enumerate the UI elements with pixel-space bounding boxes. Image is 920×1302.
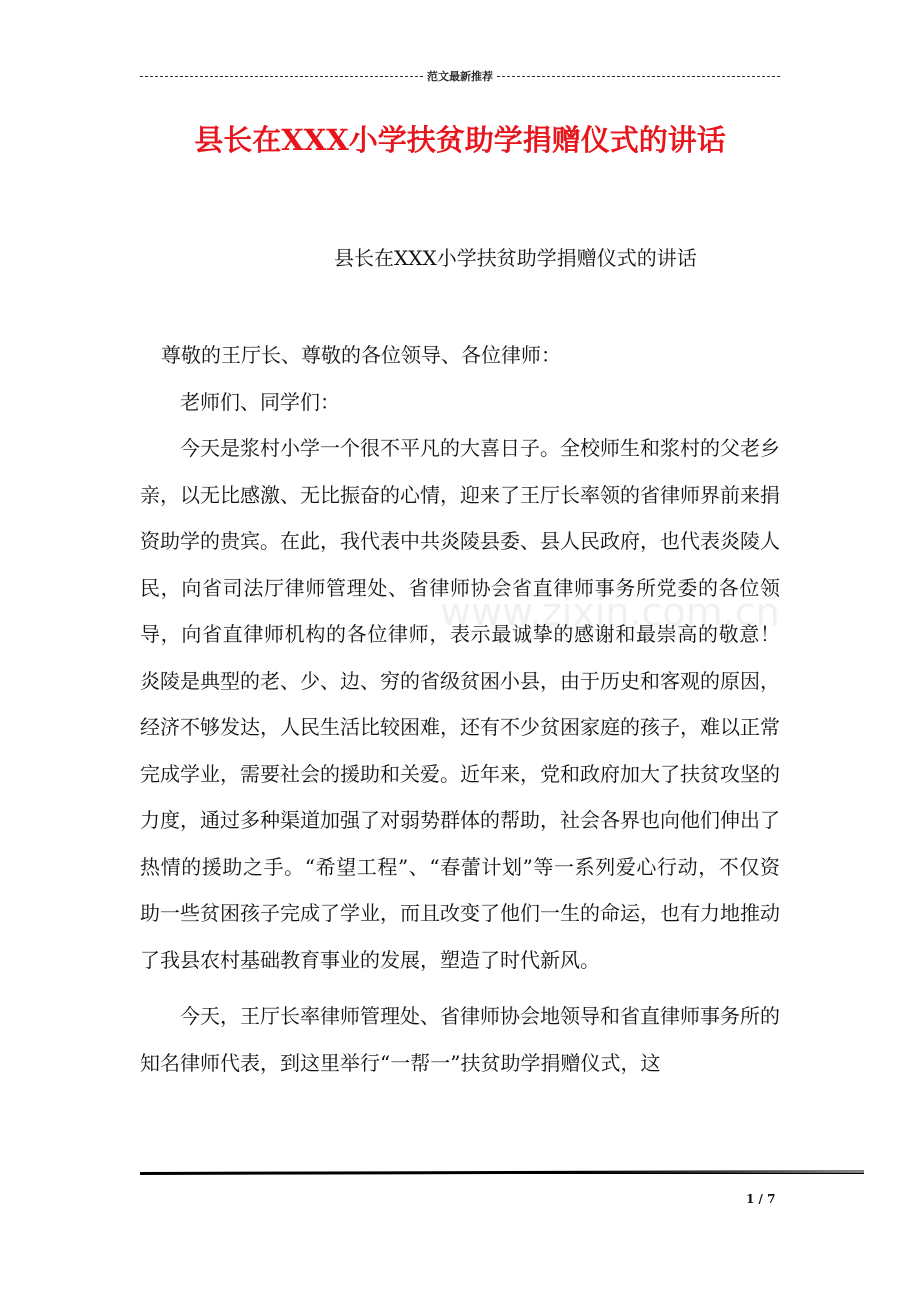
document-title: 县长在XXX小学扶贫助学捐赠仪式的讲话 (194, 123, 726, 157)
header-dash-left (140, 76, 423, 77)
header-dash-right (497, 76, 780, 77)
watermark: www.zixin.com.cn (440, 590, 780, 634)
paragraph-main: 今天是浆村小学一个很不平凡的大喜日子。全校师生和浆村的父老乡亲，以无比感激、无比振奋的心情，迎来了王厅长率领的省律师界前来捐资助学的贵宾。在此，我代表中共炎陵县委、县人民政府，也代表炎陵人民，向省司法厅律师管理处、省律师协会省直律师事务所党委的各位领导，向省直律师机构的各位律师，表示最诚挚的感谢和最崇高的敬意！ 炎陵是典型的老、少、边、穷的省级贫困小县，由于历史和客观的原因，经济不够发达，人民生活比较困难，还有不少贫困家庭的孩子，难以正常完成学业，需要社会的援助和关爱。近年来，党和政府加大了扶贫攻坚的力度，通过多种渠道加强了对弱势群体的帮助，社会各界也向他们伸出了热情的援助之手。“希望工程”、“春蕾计划”等一系列爱心行动，不仅资助一些贫困孩子完成了学业，而且改变了他们一生的命运，也有力地推动了我县农村基础教育事业的发展，塑造了时代新风。 (140, 436, 820, 972)
header-text: 范文最新推荐 (427, 70, 493, 83)
document-subtitle: 县长在XXX小学扶贫助学捐赠仪式的讲话 (334, 246, 697, 270)
page-number: 1 / 7 (746, 1192, 776, 1206)
paragraph-continued: 今天，王厅长率律师管理处、省律师协会地领导和省直律师事务所的知名律师代表，到这里举行“一帮一”扶贫助学捐赠仪式，这 (140, 1004, 780, 1075)
salutation-line-2: 老师们、同学们： (180, 389, 340, 414)
header-rule (140, 66, 780, 86)
footer-rule-thin (140, 1173, 864, 1174)
salutation-line-1: 尊敬的王厅长、尊敬的各位领导、各位律师： (161, 343, 561, 367)
document-body (140, 332, 820, 1086)
